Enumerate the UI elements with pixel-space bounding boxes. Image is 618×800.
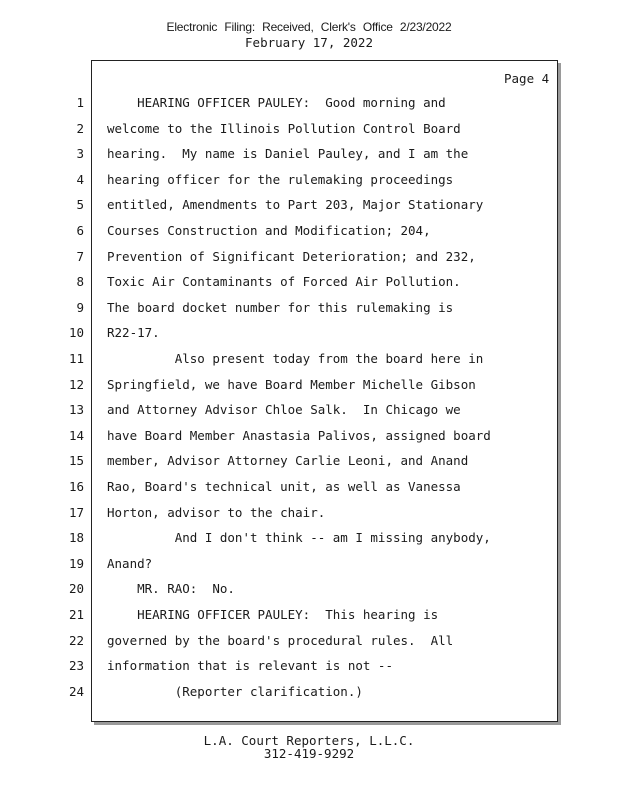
- line-number: 4: [76, 171, 84, 187]
- transcript-line: [0, 197, 560, 217]
- line-text: HEARING OFFICER PAULEY: This hearing is: [107, 607, 439, 622]
- transcript-line: [0, 453, 560, 473]
- line-number: 10: [68, 325, 84, 341]
- transcript-line: [0, 223, 560, 243]
- line-number: 19: [68, 555, 84, 571]
- transcript-line: [0, 658, 560, 678]
- line-text: have Board Member Anastasia Palivos, assigned board: [107, 427, 491, 443]
- line-text: MR. RAO: No.: [107, 581, 235, 597]
- line-text: Springfield, we have Board Member Michelle Gibson: [107, 376, 476, 392]
- transcript-line: [0, 146, 560, 166]
- line-text: Courses Construction and Modification; 204,: [107, 223, 431, 238]
- line-number: 23: [68, 658, 84, 674]
- line-number: 17: [68, 504, 84, 520]
- line-number: 20: [68, 581, 84, 597]
- line-text: welcome to the Illinois Pollution Control Board: [107, 120, 461, 136]
- transcript-line: [0, 351, 560, 371]
- line-number: 16: [68, 479, 84, 494]
- line-text: R22-17.: [107, 325, 160, 341]
- line-number: 18: [68, 530, 84, 546]
- line-text: Rao, Board's technical unit, as well as Vanessa: [107, 479, 461, 494]
- transcript-line: [0, 377, 560, 397]
- transcript-line: [0, 172, 560, 192]
- line-number: 5: [76, 197, 84, 213]
- line-text: entitled, Amendments to Part 203, Major Stationary: [107, 197, 484, 213]
- transcript-line: [0, 428, 560, 448]
- line-text: Toxic Air Contaminants of Forced Air Pollution.: [107, 274, 461, 290]
- line-text: member, Advisor Attorney Carlie Leoni, and Anand: [107, 453, 469, 469]
- line-number: 9: [76, 299, 84, 315]
- line-number: 6: [76, 223, 84, 238]
- line-number: 15: [68, 453, 84, 469]
- line-text: The board docket number for this rulemaking is: [107, 299, 454, 315]
- transcript-line: [0, 479, 560, 499]
- transcript-line: [0, 556, 560, 576]
- transcript-line: [0, 325, 560, 345]
- transcript-line: [0, 95, 560, 115]
- line-text: Prevention of Significant Deterioration; and 232,: [107, 248, 476, 264]
- line-text: hearing officer for the rulemaking proceedings: [107, 171, 454, 187]
- line-text: Also present today from the board here in: [107, 351, 484, 366]
- transcript-line: [0, 633, 560, 653]
- line-number: 2: [76, 120, 84, 136]
- transcript-line: [0, 402, 560, 422]
- line-number: 3: [76, 146, 84, 162]
- reporter-company: L.A. Court Reporters, L.L.C.: [203, 733, 415, 748]
- line-number: 1: [76, 95, 84, 110]
- page-number: Page 4: [504, 71, 550, 86]
- line-text: Horton, advisor to the chair.: [107, 504, 326, 520]
- transcript-line: [0, 300, 560, 320]
- transcript-line: [0, 249, 560, 269]
- line-text: (Reporter clarification.): [107, 683, 363, 699]
- line-number: 24: [68, 683, 84, 699]
- transcript-line: [0, 530, 560, 550]
- line-text: And I don't think -- am I missing anybody,: [107, 530, 491, 546]
- line-number: 12: [68, 376, 84, 392]
- line-text: hearing. My name is Daniel Pauley, and I am the: [107, 146, 469, 162]
- line-number: 13: [68, 402, 84, 418]
- line-text: information that is relevant is not --: [107, 658, 393, 674]
- line-number: 8: [76, 274, 84, 290]
- reporter-phone: 312-419-9292: [263, 746, 355, 761]
- line-number: 14: [68, 427, 84, 443]
- line-number: 21: [68, 607, 84, 622]
- line-text: HEARING OFFICER PAULEY: Good morning and: [107, 95, 446, 110]
- transcript-line: [0, 684, 560, 704]
- line-text: Anand?: [107, 555, 153, 571]
- transcript-line: [0, 274, 560, 294]
- line-text: and Attorney Advisor Chloe Salk. In Chicago we: [107, 402, 461, 418]
- filing-stamp: Electronic Filing: Received, Clerk's Office 2/23/2022: [166, 20, 452, 34]
- transcript-line: [0, 121, 560, 141]
- transcript-date: February 17, 2022: [245, 35, 373, 50]
- transcript-line: [0, 581, 560, 601]
- transcript-line: [0, 607, 560, 627]
- line-text: governed by the board's procedural rules. All: [107, 632, 454, 648]
- line-number: 22: [68, 632, 84, 648]
- line-number: 7: [76, 248, 84, 264]
- line-number: 11: [68, 351, 84, 366]
- transcript-line: [0, 505, 560, 525]
